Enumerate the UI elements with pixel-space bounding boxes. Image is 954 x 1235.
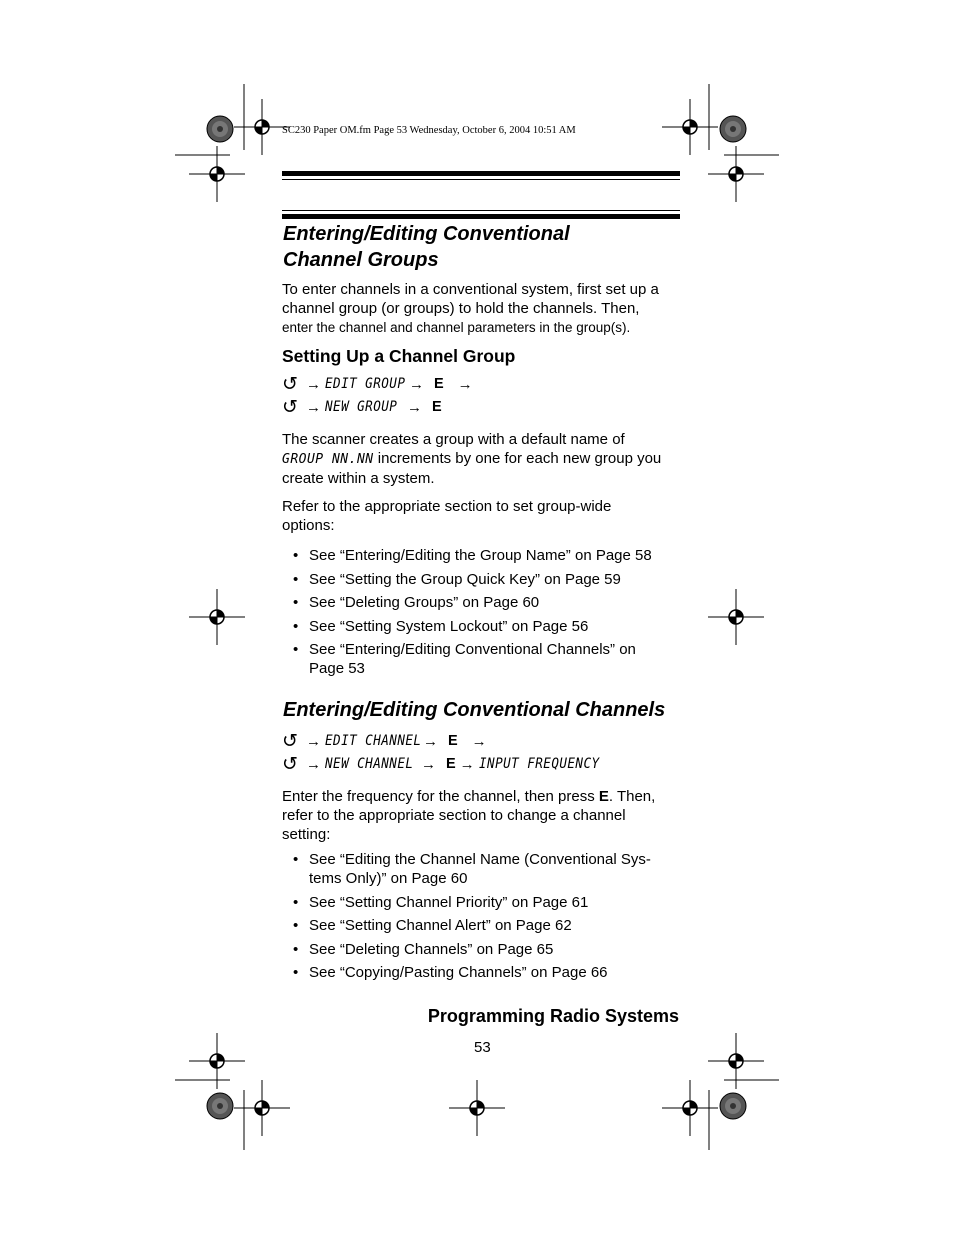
list-item: • See “Editing the Channel Name (Conventional Sys- tems Only)” on Page 60 [293,851,651,887]
right-arrow-icon: → [471,732,487,750]
list-item: • See “Copying/Pasting Channels” on Page 66 [293,964,608,981]
e-key: E [598,788,609,805]
e-key: E [448,733,458,749]
group-options-list [293,546,678,678]
para-text: . Then, [608,788,656,805]
e-key: E [434,376,444,392]
right-arrow-icon: → [407,398,422,416]
intro-line: To enter channels in a conventional system, first set up a [282,281,659,298]
key-sequence-new-group [282,397,442,417]
lcd-text: NEW CHANNEL [325,756,414,772]
para-line: create within a system. [282,470,435,487]
para-line [282,787,682,806]
file-header-note: SC230 Paper OM.fm Page 53 Wednesday, October 6, 2004 10:51 AM [282,125,576,136]
lcd-text: NEW GROUP [325,399,398,415]
para-line [282,449,682,469]
group-options-paragraph [282,497,682,535]
list-item-text: See “Setting the Group Quick Key” on Page 59 [309,570,621,588]
section-title-line2: Channel Groups [283,249,439,271]
section2-title: Entering/Editing Conventional Channels [283,699,666,721]
list-item: • See “Setting the Group Quick Key” on Page 59 [293,570,621,588]
section-title [283,221,570,273]
list-item-text: See “Entering/Editing Conventional Channels” on [309,641,636,658]
key-sequence-edit-channel [282,731,491,751]
subsection-title: Setting Up a Channel Group [282,346,516,366]
top-rule-thick [282,171,680,176]
right-arrow-icon: → [306,755,321,773]
list-item-text: See “Deleting Channels” on Page 65 [309,940,554,958]
frequency-paragraph [282,787,682,844]
list-item: • See “Setting Channel Alert” on Page 62 [293,917,572,934]
rotate-dial-icon: ↺ [282,373,298,395]
section-rule-thick [282,214,680,219]
list-item-text: See “Setting Channel Alert” on Page 62 [309,917,572,934]
list-item: • See “Entering/Editing the Group Name” on Page 58 [293,547,652,564]
intro-line: channel group (or groups) to hold the channels. Then, [282,300,640,317]
para-text: increments by one for each new group you [373,450,662,467]
e-key: E [432,399,442,415]
list-item: • See “Entering/Editing Conventional Channels” on Page 53 [293,641,636,677]
right-arrow-icon: → [306,398,321,416]
lcd-text: INPUT FREQUENCY [478,756,600,772]
list-item: • See “Setting System Lockout” on Page 56 [293,617,589,635]
channel-options-list [293,850,678,987]
para-line: Refer to the appropriate section to set group-wide [282,498,612,515]
right-arrow-icon: → [409,375,424,393]
right-arrow-icon: → [421,755,436,773]
list-item-text: tems Only)” on Page 60 [309,870,468,887]
top-rule-thin [282,179,680,180]
list-item-text: Page 53 [309,660,365,677]
right-arrow-icon: → [459,755,475,773]
rotate-dial-icon: ↺ [282,730,298,752]
section-title-line1: Entering/Editing Conventional [283,223,570,245]
list-item: • See “Setting Channel Priority” on Page 61 [293,893,589,911]
list-item-text: See “Setting System Lockout” on Page 56 [309,617,589,635]
list-item: • See “Deleting Groups” on Page 60 [293,594,540,611]
group-name-paragraph [282,430,682,488]
para-line: refer to the appropriate section to change a channel [282,807,626,824]
key-sequence-new-channel [282,754,613,774]
page-number: 53 [474,1039,491,1056]
list-item-text: See “Deleting Groups” on Page 60 [309,594,540,611]
list-item: • See “Deleting Channels” on Page 65 [293,940,554,958]
right-arrow-icon: → [457,375,473,393]
right-arrow-icon: → [306,732,321,750]
rotate-dial-icon: ↺ [282,753,298,775]
rotate-dial-icon: ↺ [282,396,298,418]
key-sequence-edit-group [282,374,477,394]
footer-section-title: Programming Radio Systems [427,1006,679,1026]
para-text: Enter the frequency for the channel, then press [282,788,599,805]
lcd-text: GROUP NN.NN [282,452,374,467]
e-key: E [446,756,456,772]
list-item-text: See “Setting Channel Priority” on Page 61 [309,893,589,911]
list-item-text: See “Entering/Editing the Group Name” on Page 58 [309,547,652,564]
lcd-text: EDIT CHANNEL [325,733,422,749]
para-line: setting: [282,826,331,843]
para-line: options: [282,517,335,534]
intro-line: enter the channel and channel parameters in the group(s). [282,320,631,335]
intro-paragraph [282,280,682,337]
section-rule-thin [282,210,680,211]
lcd-text: EDIT GROUP [325,376,406,392]
list-item-text: See “Editing the Channel Name (Conventional Sys- [309,851,651,868]
para-line: The scanner creates a group with a default name of [282,431,625,448]
right-arrow-icon: → [306,375,321,393]
right-arrow-icon: → [423,732,438,750]
list-item-text: See “Copying/Pasting Channels” on Page 66 [309,964,608,981]
